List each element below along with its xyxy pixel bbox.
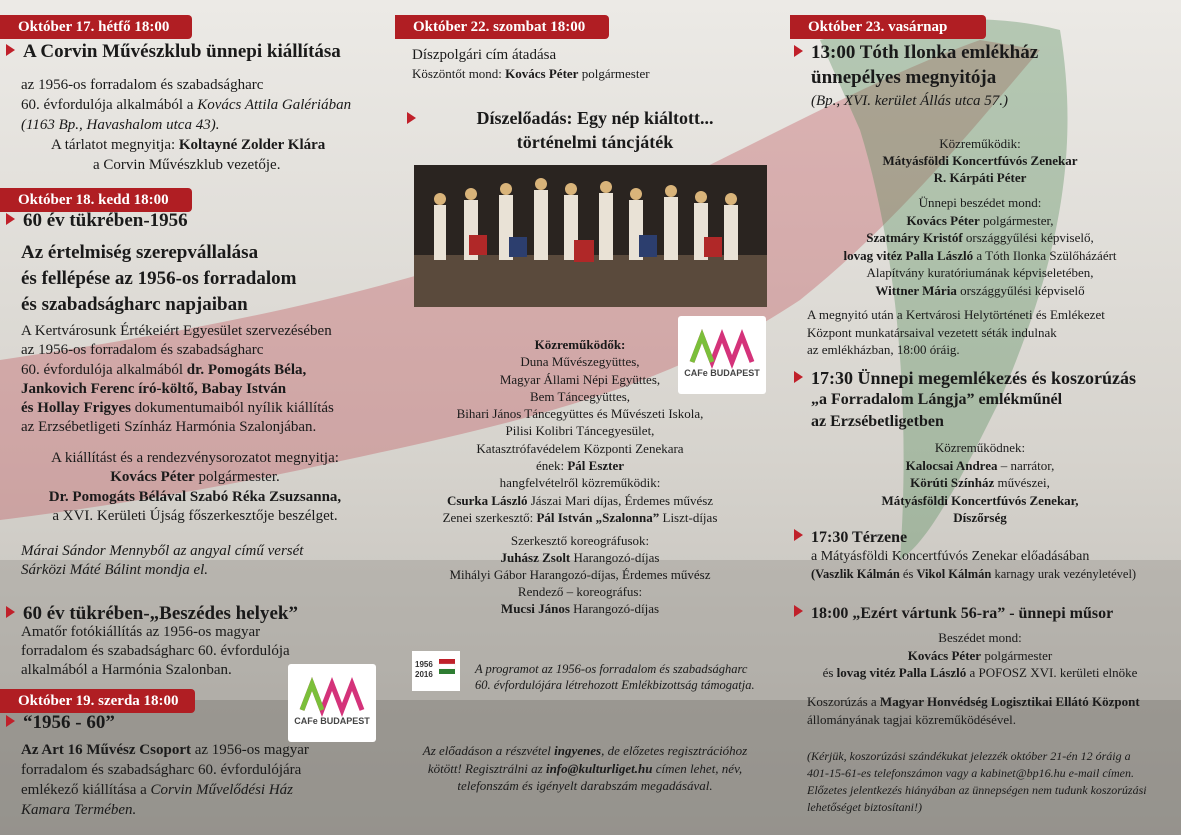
flag-1956-icon bbox=[412, 651, 460, 691]
triangle-icon bbox=[794, 605, 803, 617]
svg-text:CAFe BUDAPEST: CAFe BUDAPEST bbox=[684, 368, 760, 378]
opening-info: A kiállítást és a rendezvénysorozatot megnyitja: Kovács Péter polgármester. Dr. Pomogáts Bélával Szabó Réka Zsuzsanna, a XVI. Kerületi Újság főszerkesztője beszélget. bbox=[48, 450, 342, 524]
ceremony-info: Díszpolgári cím átadása Köszöntőt mond: Kovács Péter polgármester bbox=[412, 47, 650, 81]
contributors-list: Közreműködők: Duna Művészegyüttes, Magyar Állami Népi Együttes, Bem Táncegyüttes, Bihari János Táncegyüttes és Művészeti Iskola, Pilisi Kolibri Táncegyesület, Katasztrófavédelem Központi Zenekara ének: Pál Eszter hangfelvételről közreműködik: Csurka László Jászai Mari díjas, Érdemes művész Zenei szerkesztő: Pál István „Szalonna” Liszt-díjas bbox=[442, 337, 718, 525]
svg-text:CAFe BUDAPEST: CAFe BUDAPEST bbox=[294, 716, 370, 726]
speakers: Ünnepi beszédet mond: Kovács Péter polgármester, Szatmáry Kristóf országgyűlési képviselő, lovag vitéz Palla László a Tóth Ilonka Szülőházáért Alapítvány kuratóriumának képviseletében, Wittner Mária országgyűlési képviselő bbox=[843, 195, 1117, 298]
triangle-icon bbox=[794, 529, 803, 541]
event-description: A Kertvárosunk Értékeiért Egyesület szervezésében az 1956-os forradalom és szabadságharc 60. évfordulója alkalmából dr. Pomogáts Béla, Jankovich Ferenc író-költő, Babay István és Hollay Frigyes dokumentumaiból nyílik kiállítás az Erzsébetligeti Színház Harmónia Szalonjában. bbox=[21, 323, 334, 436]
date-badge: Október 23. vasárnap bbox=[790, 15, 986, 39]
event-title: 60 év tükrében-„Beszédes helyek” bbox=[6, 602, 386, 626]
triangle-icon bbox=[6, 715, 15, 727]
event-description: Amatőr fotókiállítás az 1956-os magyar forradalom és szabadságharc 60. évfordulója alkalmából a Harmónia Szalonban. bbox=[21, 624, 290, 678]
walks-info: A megnyitó után a Kertvárosi Helytörténeti és Emlékezet Központ munkatársaival vezetett séták indulnak az emlékházban, 18:00 óráig. bbox=[807, 307, 1105, 357]
event-address: (Bp., XVI. kerület Állás utca 57.) bbox=[811, 93, 1009, 109]
triangle-icon bbox=[407, 110, 424, 129]
date-badge: Október 17. hétfő 18:00 bbox=[0, 15, 192, 39]
registration-note: Az előadáson a részvétel ingyenes, de előzetes regisztrációhoz kötött! Regisztrálni az info@kulturliget.hu címen lehet, név, telefonszám és igényelt darabszám megadásával. bbox=[422, 743, 748, 793]
triangle-icon bbox=[6, 606, 15, 618]
contributors: Közreműködnek: Kalocsai Andrea – narrátor, Körúti Színház művészei, Mátyásföldi Koncertfúvós Zenekar, Díszőrség bbox=[881, 440, 1079, 525]
date-badge: Október 18. kedd 18:00 bbox=[0, 188, 192, 212]
triangle-icon bbox=[794, 45, 803, 57]
choreographers: Szerkesztő koreográfusok: Juhász Zsolt Harangozó-díjas Mihályi Gábor Harangozó-díjas, Érdemes művész Rendező – koreográfus: Mucsi János Harangozó-díjas bbox=[449, 533, 711, 616]
event-title: 13:00 Tóth Ilonka emlékház ünnepélyes megnyitója bbox=[794, 40, 1174, 90]
performance-title: Díszelőadás: Egy nép kiáltott... történelmi táncjáték bbox=[476, 108, 714, 152]
support-note: A programot az 1956-os forradalom és szabadságharc 60. évfordulójára létrehozott Emlékbizottság támogatja. bbox=[475, 662, 755, 692]
triangle-icon bbox=[6, 44, 15, 56]
memorial-committee-logo bbox=[412, 651, 460, 691]
contributors: Közreműködik: Mátyásföldi Koncertfúvós Zenekar R. Kárpáti Péter bbox=[882, 136, 1078, 185]
dancers-image bbox=[414, 165, 767, 307]
wreath-info: Koszorúzás a Magyar Honvédség Logisztikai Ellátó Központ állományának tagjai közreműködésével. bbox=[807, 694, 1140, 727]
event-description: az 1956-os forradalom és szabadságharc 60. évfordulója alkalmából a Kovács Attila Galériában (1163 Bp., Havashalom utca 43). A tárlatot megnyitja: Koltayné Zolder Klára a Corvin Művészklub vezetője. bbox=[21, 77, 352, 173]
event-title: 18:00 „Ezért vártunk 56-ra” - ünnepi műsor bbox=[794, 604, 1179, 624]
date-badge: Október 19. szerda 18:00 bbox=[0, 689, 195, 713]
event-title: 17:30 Térzene a Mátyásföldi Koncertfúvós Zenekar előadásában (Vaszlik Kálmán és Vikol Kálmán karnagy urak vezényletével) bbox=[794, 528, 1179, 583]
event-title: 17:30 Ünnepi megemlékezés és koszorúzás „a Forradalom Lángja” emlékműnél az Erzsébetligetben bbox=[794, 367, 1179, 433]
svg-text:1956: 1956 bbox=[415, 660, 433, 669]
poem-note: Márai Sándor Mennyből az angyal című versét Sárközi Máté Bálint mondja el. bbox=[21, 543, 304, 578]
triangle-icon bbox=[794, 371, 803, 383]
speakers: Beszédet mond: Kovács Péter polgármester és lovag vitéz Palla László a POFOSZ XVI. kerületi elnöke bbox=[822, 630, 1138, 680]
event-title: “1956 - 60” bbox=[6, 711, 306, 735]
svg-text:2016: 2016 bbox=[415, 670, 433, 679]
event-title: 60 év tükrében-1956 bbox=[6, 209, 386, 233]
registration-note: (Kérjük, koszorúzási szándékukat jelezzék október 21-én 12 óráig a 401-15-61-es telefonszámon vagy a kabinet@bp16.hu e-mail címen. Előzetes jelentkezés hiányában az ünnepségen nem tudunk koszorúzási lehetőséget biztosítani!) bbox=[807, 749, 1147, 814]
event-title: A Corvin Művészklub ünnepi kiállítása bbox=[6, 40, 386, 64]
triangle-icon bbox=[6, 213, 15, 225]
dance-photo bbox=[414, 165, 767, 307]
event-subtitle: Az értelmiség szerepvállalása és fellépése az 1956-os forradalom és szabadságharc napjaiban bbox=[21, 242, 297, 315]
date-badge: Október 22. szombat 18:00 bbox=[395, 15, 609, 39]
event-description: Az Art 16 Művész Csoport az 1956-os magyar forradalom és szabadságharc 60. évfordulójára emlékező kiállítása a Corvin Művelődési Ház Kamara Termében. bbox=[21, 742, 309, 818]
